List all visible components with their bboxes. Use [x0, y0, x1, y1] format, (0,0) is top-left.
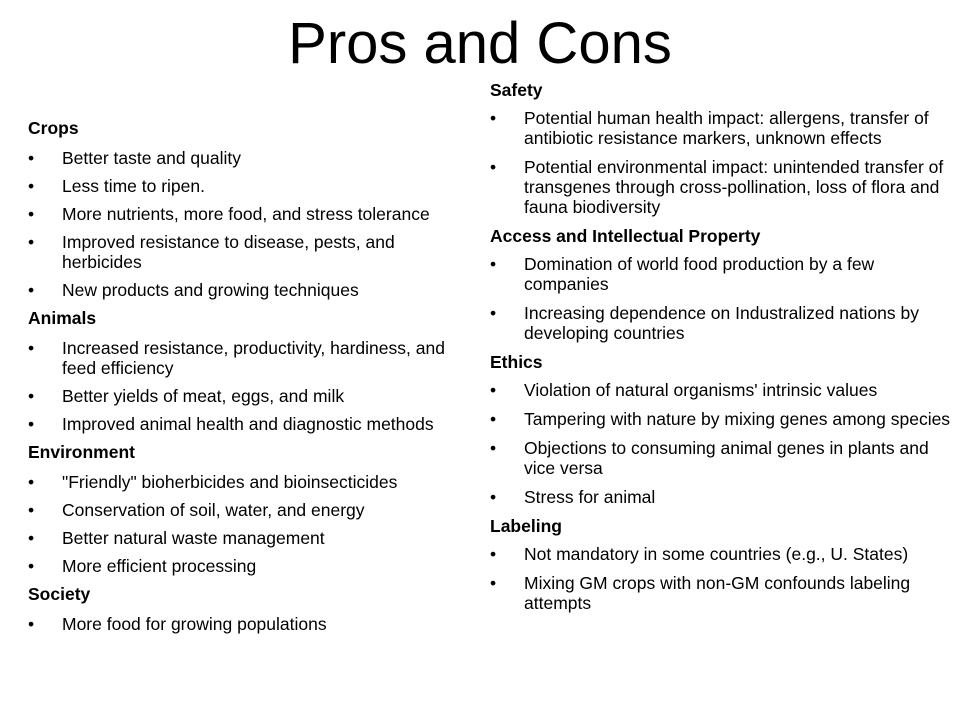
bullet-text: Conservation of soil, water, and energy	[62, 500, 365, 520]
bullet-item	[490, 157, 952, 217]
bullet-text: Increasing dependence on Industralized nations by developing countries	[524, 303, 919, 343]
bullet-icon: •	[490, 254, 497, 274]
bullet-icon: •	[490, 544, 497, 564]
bullet-item	[490, 108, 952, 148]
slide-title: Pros and Cons	[288, 11, 672, 76]
bullet-icon: •	[28, 500, 35, 520]
section-animals	[28, 308, 468, 434]
section-heading: Access and Intellectual Property	[490, 226, 761, 246]
bullet-icon: •	[28, 232, 35, 252]
bullet-item	[28, 556, 468, 576]
bullet-item	[490, 303, 952, 343]
bullet-item	[28, 338, 468, 378]
bullet-icon: •	[490, 573, 497, 593]
bullet-text: Potential environmental impact: unintended transfer of transgenes through cross-pollination, loss of flora and fauna biodiversity	[524, 157, 944, 217]
section-heading: Environment	[28, 442, 135, 462]
section-environment	[28, 442, 468, 576]
section-heading: Crops	[28, 118, 79, 138]
bullet-item	[490, 380, 952, 400]
bullet-icon: •	[28, 414, 35, 434]
bullet-text: Violation of natural organisms' intrinsic values	[524, 380, 878, 400]
bullet-item	[28, 614, 468, 634]
section-access-and-intellectual-property	[490, 226, 952, 343]
pros-column	[28, 118, 468, 642]
bullet-item	[28, 472, 468, 492]
bullet-text: Stress for animal	[524, 487, 656, 507]
bullet-icon: •	[490, 380, 497, 400]
bullet-icon: •	[490, 157, 497, 177]
bullet-icon: •	[490, 487, 497, 507]
bullet-icon: •	[490, 108, 497, 128]
bullet-text: New products and growing techniques	[62, 280, 359, 300]
bullet-icon: •	[28, 556, 35, 576]
bullet-icon: •	[490, 409, 497, 429]
bullet-item	[28, 528, 468, 548]
bullet-item	[490, 544, 952, 564]
bullet-text: Improved resistance to disease, pests, and herbicides	[62, 232, 395, 272]
bullet-item	[28, 204, 468, 224]
bullet-text: More efficient processing	[62, 556, 257, 576]
bullet-item	[28, 176, 468, 196]
bullet-icon: •	[28, 472, 35, 492]
cons-column	[490, 80, 952, 622]
bullet-text: Better natural waste management	[62, 528, 325, 548]
bullet-text: Potential human health impact: allergens, transfer of antibiotic resistance markers, unknown effects	[524, 108, 929, 148]
section-heading: Animals	[28, 308, 97, 328]
bullet-item	[490, 254, 952, 294]
section-heading: Society	[28, 584, 91, 604]
bullet-item	[28, 232, 468, 272]
bullet-text: Better taste and quality	[62, 148, 241, 168]
bullet-item	[490, 487, 952, 507]
bullet-text: More food for growing populations	[62, 614, 327, 634]
bullet-item	[490, 573, 952, 613]
bullet-text: Objections to consuming animal genes in plants and vice versa	[524, 438, 929, 478]
section-ethics	[490, 352, 952, 507]
bullet-item	[28, 148, 468, 168]
bullet-text: "Friendly" bioherbicides and bioinsecticides	[62, 472, 398, 492]
bullet-text: Improved animal health and diagnostic methods	[62, 414, 434, 434]
bullet-item	[490, 438, 952, 478]
bullet-icon: •	[28, 148, 35, 168]
bullet-item	[28, 414, 468, 434]
section-heading: Ethics	[490, 352, 543, 372]
bullet-text: Not mandatory in some countries (e.g., U. States)	[524, 544, 909, 564]
bullet-text: Increased resistance, productivity, hardiness, and feed efficiency	[62, 338, 445, 378]
bullet-icon: •	[28, 528, 35, 548]
bullet-item	[28, 280, 468, 300]
bullet-item	[28, 386, 468, 406]
bullet-icon: •	[28, 614, 35, 634]
bullet-icon: •	[28, 176, 35, 196]
bullet-text: Tampering with nature by mixing genes among species	[524, 409, 951, 429]
bullet-text: Less time to ripen.	[62, 176, 205, 196]
bullet-text: Better yields of meat, eggs, and milk	[62, 386, 345, 406]
bullet-icon: •	[28, 280, 35, 300]
bullet-text: Mixing GM crops with non-GM confounds labeling attempts	[524, 573, 911, 613]
bullet-text: Domination of world food production by a few companies	[524, 254, 875, 294]
bullet-item	[490, 409, 952, 429]
section-safety	[490, 80, 952, 217]
bullet-icon: •	[28, 338, 35, 358]
bullet-icon: •	[28, 204, 35, 224]
bullet-icon: •	[28, 386, 35, 406]
bullet-icon: •	[490, 303, 497, 323]
bullet-item	[28, 500, 468, 520]
section-society	[28, 584, 468, 634]
section-heading: Safety	[490, 80, 543, 100]
section-crops	[28, 118, 468, 300]
section-heading: Labeling	[490, 516, 562, 536]
section-labeling	[490, 516, 952, 613]
bullet-text: More nutrients, more food, and stress tolerance	[62, 204, 430, 224]
bullet-icon: •	[490, 438, 497, 458]
